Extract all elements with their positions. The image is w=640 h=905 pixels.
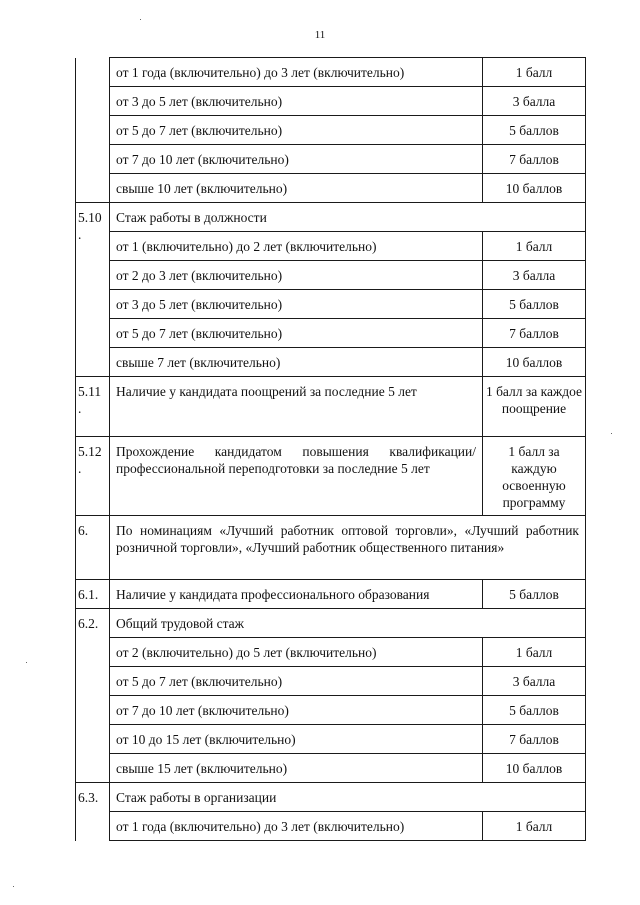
criterion-description: от 1 года (включительно) до 3 лет (включительно) bbox=[110, 812, 483, 841]
item-number-line: 6.3. bbox=[78, 790, 99, 805]
table-row bbox=[76, 203, 586, 232]
criterion-description: от 1 (включительно) до 2 лет (включительно) bbox=[110, 232, 483, 261]
table-row bbox=[76, 812, 586, 841]
table-row bbox=[76, 290, 586, 319]
points-value: 3 балла bbox=[483, 667, 586, 696]
points-value: 1 балл за каждое поощрение bbox=[483, 377, 586, 437]
item-number-line: 5.11 bbox=[78, 384, 102, 399]
scan-speck bbox=[13, 886, 14, 887]
table-row bbox=[76, 232, 586, 261]
points-value: 1 балл bbox=[483, 638, 586, 667]
item-number-line: 6. bbox=[78, 523, 89, 538]
criterion-description: свыше 10 лет (включительно) bbox=[110, 174, 483, 203]
table-row bbox=[76, 580, 586, 609]
table-row bbox=[76, 145, 586, 174]
points-value: 7 баллов bbox=[483, 725, 586, 754]
points-value: 5 баллов bbox=[483, 696, 586, 725]
item-number-line: 6.2. bbox=[78, 616, 99, 631]
points-value: 10 баллов bbox=[483, 174, 586, 203]
table-row bbox=[76, 437, 586, 516]
points-value: 3 балла bbox=[483, 261, 586, 290]
scan-speck bbox=[140, 19, 141, 20]
criterion-description: Наличие у кандидата поощрений за последние 5 лет bbox=[110, 377, 483, 437]
table-row bbox=[76, 116, 586, 145]
item-number bbox=[76, 203, 110, 377]
item-number bbox=[76, 609, 110, 783]
criterion-description: Наличие у кандидата профессионального образования bbox=[110, 580, 483, 609]
item-number bbox=[76, 58, 110, 203]
points-value: 1 балл bbox=[483, 812, 586, 841]
item-number-line: 6.1. bbox=[78, 587, 99, 602]
item-number-line: . bbox=[78, 401, 82, 416]
table-row bbox=[76, 754, 586, 783]
item-number bbox=[76, 580, 110, 609]
criterion-description: Общий трудовой стаж bbox=[110, 609, 586, 638]
points-value: 1 балл bbox=[483, 58, 586, 87]
criterion-description: Стаж работы в должности bbox=[110, 203, 586, 232]
criterion-description: свыше 7 лет (включительно) bbox=[110, 348, 483, 377]
points-value: 10 баллов bbox=[483, 754, 586, 783]
item-number-line: . bbox=[78, 227, 82, 242]
table-row bbox=[76, 638, 586, 667]
table-row bbox=[76, 319, 586, 348]
points-value: 7 баллов bbox=[483, 145, 586, 174]
table-row bbox=[76, 87, 586, 116]
item-number-line: . bbox=[78, 461, 82, 476]
item-number-line: 5.12 bbox=[78, 444, 102, 459]
criterion-description: По номинациям «Лучший работник оптовой торговли», «Лучший работник розничной торговли», «Лучший работник общественного питания» bbox=[110, 516, 586, 580]
criterion-description: Прохождение кандидатом повышения квалификации/профессиональной переподготовки за последние 5 лет bbox=[110, 437, 483, 516]
criterion-description: от 2 (включительно) до 5 лет (включительно) bbox=[110, 638, 483, 667]
criterion-description: от 5 до 7 лет (включительно) bbox=[110, 667, 483, 696]
criterion-description: от 5 до 7 лет (включительно) bbox=[110, 319, 483, 348]
table-row bbox=[76, 783, 586, 812]
table-row bbox=[76, 348, 586, 377]
table-row bbox=[76, 667, 586, 696]
scan-speck bbox=[611, 433, 612, 434]
scan-speck bbox=[26, 662, 27, 663]
points-value: 7 баллов bbox=[483, 319, 586, 348]
table-row bbox=[76, 377, 586, 437]
points-value: 5 баллов bbox=[483, 116, 586, 145]
table-row bbox=[76, 516, 586, 580]
item-number-line: 5.10 bbox=[78, 210, 102, 225]
criterion-description: от 5 до 7 лет (включительно) bbox=[110, 116, 483, 145]
criteria-table bbox=[75, 57, 586, 841]
table-row bbox=[76, 696, 586, 725]
criterion-description: от 2 до 3 лет (включительно) bbox=[110, 261, 483, 290]
points-value: 5 баллов bbox=[483, 580, 586, 609]
table-row bbox=[76, 261, 586, 290]
criterion-description: от 7 до 10 лет (включительно) bbox=[110, 696, 483, 725]
criterion-description: от 1 года (включительно) до 3 лет (включительно) bbox=[110, 58, 483, 87]
points-value: 1 балл bbox=[483, 232, 586, 261]
table-row bbox=[76, 725, 586, 754]
item-number bbox=[76, 516, 110, 580]
criterion-description: Стаж работы в организации bbox=[110, 783, 586, 812]
table-row bbox=[76, 609, 586, 638]
table-row bbox=[76, 58, 586, 87]
points-value: 5 баллов bbox=[483, 290, 586, 319]
criterion-description: от 7 до 10 лет (включительно) bbox=[110, 145, 483, 174]
item-number bbox=[76, 437, 110, 516]
criterion-description: от 10 до 15 лет (включительно) bbox=[110, 725, 483, 754]
points-value: 3 балла bbox=[483, 87, 586, 116]
points-value: 10 баллов bbox=[483, 348, 586, 377]
criterion-description: от 3 до 5 лет (включительно) bbox=[110, 87, 483, 116]
table-row bbox=[76, 174, 586, 203]
criterion-description: свыше 15 лет (включительно) bbox=[110, 754, 483, 783]
points-value: 1 балл за каждую освоенную программу bbox=[483, 437, 586, 516]
item-number bbox=[76, 783, 110, 841]
page-number: 11 bbox=[314, 29, 326, 41]
criterion-description: от 3 до 5 лет (включительно) bbox=[110, 290, 483, 319]
item-number bbox=[76, 377, 110, 437]
